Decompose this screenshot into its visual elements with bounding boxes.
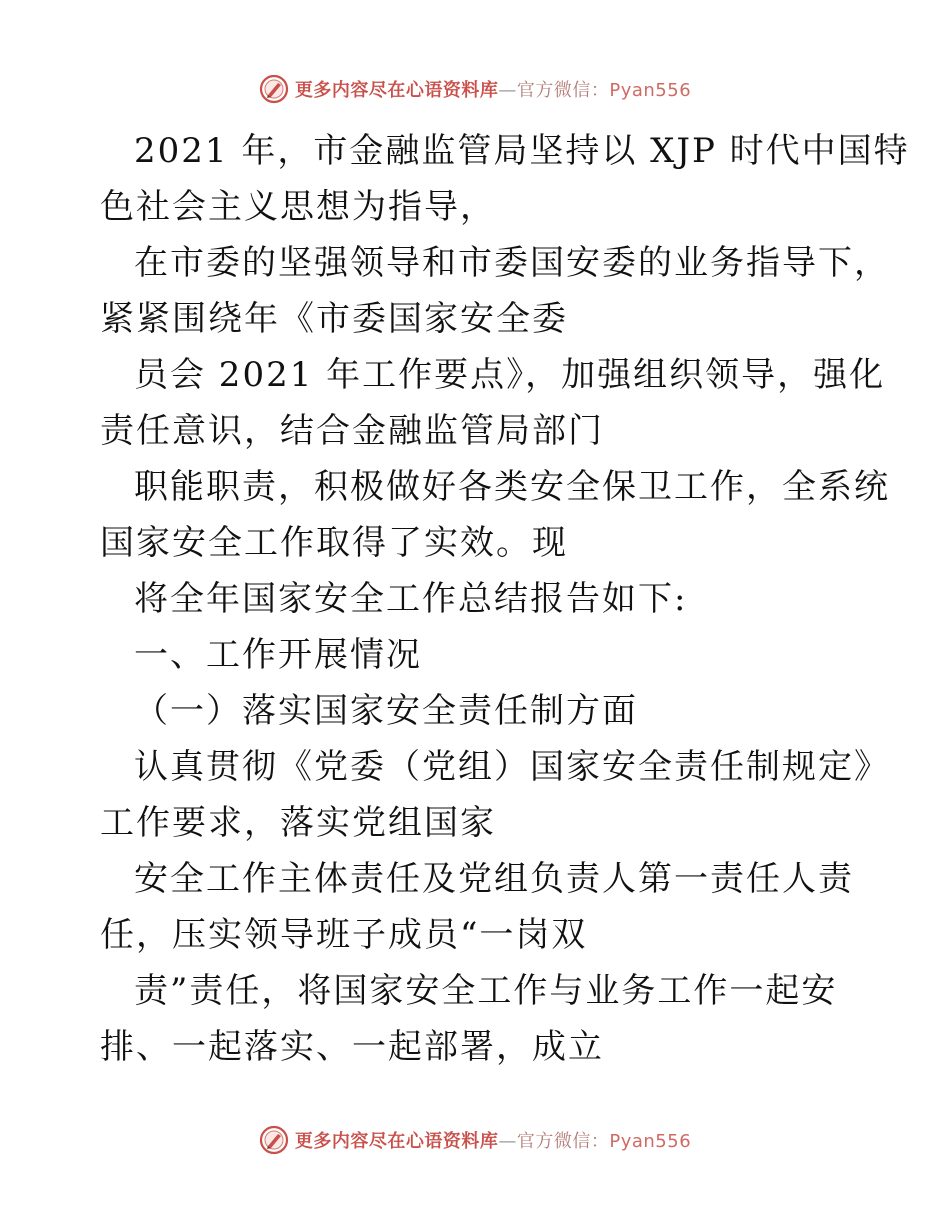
document-body [100, 123, 910, 1075]
body-line: 工作要求，落实党组国家 [100, 803, 496, 843]
header-banner-content [259, 74, 691, 104]
body-line: 员会 2021 年工作要点》，加强组织领导，强化 [134, 355, 886, 395]
body-line: 任，压实领导班子成员“一岗双 [100, 915, 588, 955]
body-line: 在市委的坚强领导和市委国安委的业务指导下， [134, 243, 890, 283]
header-banner-text [295, 76, 691, 102]
banner-slogan: 更多内容尽在心语资料库 [294, 80, 499, 101]
quill-logo-icon [259, 74, 289, 104]
section-heading: 一、工作开展情况 [134, 635, 422, 675]
banner-wechat-label: 官方微信： [516, 80, 610, 101]
banner-wechat-id: Pyan556 [609, 1131, 692, 1152]
body-line: 责”责任，将国家安全工作与业务工作一起安 [134, 971, 838, 1011]
footer-banner [0, 1123, 950, 1157]
body-line: 将全年国家安全工作总结报告如下: [134, 579, 688, 619]
body-line: 责任意识，结合金融监管局部门 [100, 411, 604, 451]
body-line: 色社会主义思想为指导， [100, 187, 496, 227]
header-banner [0, 72, 950, 106]
banner-slogan: 更多内容尽在心语资料库 [294, 1131, 499, 1152]
banner-wechat-label: 官方微信： [516, 1131, 610, 1152]
body-line: 国家安全工作取得了实效。现 [100, 523, 568, 563]
body-line: 2021 年，市金融监管局坚持以 XJP 时代中国特 [134, 131, 910, 171]
banner-separator: — [498, 1131, 517, 1152]
subsection-heading: （一）落实国家安全责任制方面 [134, 691, 638, 731]
quill-logo-icon [259, 1125, 289, 1155]
body-line: 安全工作主体责任及党组负责人第一责任人责 [134, 859, 854, 899]
footer-banner-content [259, 1125, 691, 1155]
body-line: 认真贯彻《党委（党组）国家安全责任制规定》 [134, 747, 890, 787]
body-line: 紧紧围绕年《市委国家安全委 [100, 299, 568, 339]
banner-separator: — [498, 80, 517, 101]
footer-banner-text [295, 1127, 691, 1153]
body-line: 排、一起落实、一起部署，成立 [100, 1027, 604, 1067]
body-line: 职能职责，积极做好各类安全保卫工作，全系统 [134, 467, 890, 507]
banner-wechat-id: Pyan556 [609, 80, 692, 101]
